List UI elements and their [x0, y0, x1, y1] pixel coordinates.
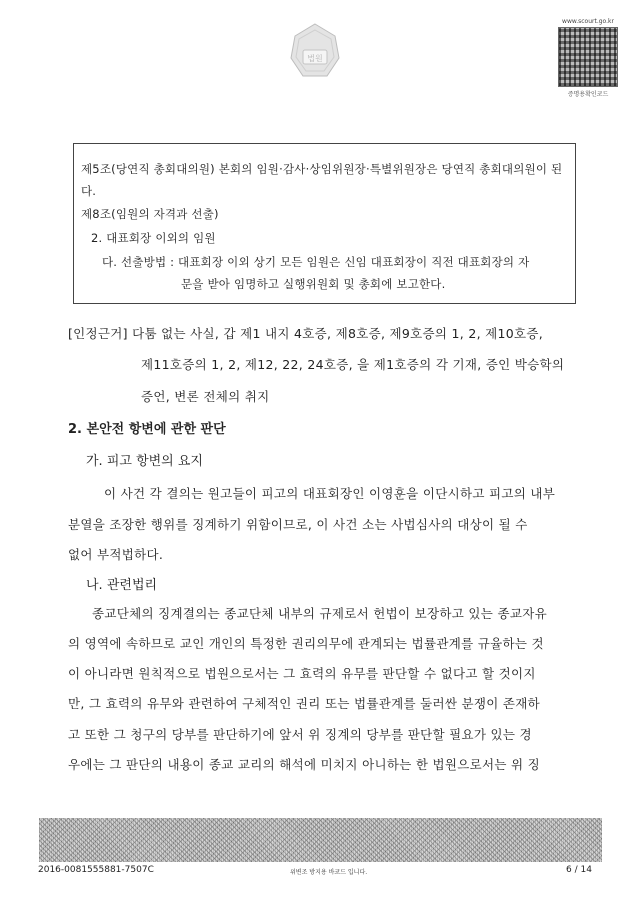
box-line: 다. [81, 184, 97, 198]
paragraph-line: 만, 그 효력의 유무와 관련하여 구체적인 권리 또는 법률관계를 둘러싼 분쟁이 존재하 [68, 696, 541, 711]
emblem-label: 법원 [307, 54, 323, 63]
subsection-heading: 가. 피고 항변의 요지 [86, 454, 203, 469]
paragraph-line: 종교단체의 징계결의는 종교단체 내부의 규제로서 헌법이 보장하고 있는 종교자유 [92, 606, 547, 621]
quoted-statute-box [73, 143, 576, 304]
court-emblem-icon [285, 22, 345, 84]
box-line: 제8조(임원의 자격과 선출) [81, 207, 219, 221]
box-line: 다. 선출방법 : 대표회장 이외 상기 모든 임원은 신임 대표회장이 직전 대표회장의 자 [102, 255, 530, 269]
paragraph-line: 이 사건 각 결의는 원고들이 피고의 대표회장인 이영훈을 이단시하고 피고의 내부 [104, 486, 556, 501]
paragraph-line: 우에는 그 판단의 내용이 종교 교리의 해석에 미치지 아니하는 한 법원으로서는 위 징 [68, 757, 541, 772]
page-number: 6 / 14 [566, 865, 592, 875]
paragraph-line: 없어 부적법하다. [68, 547, 164, 562]
verification-qr-block [555, 18, 621, 98]
box-line: 2. 대표회장 이외의 임원 [91, 231, 216, 245]
paragraph-line: 고 또한 그 청구의 당부를 판단하기에 앞서 위 징계의 당부를 판단할 필요가 있는 경 [68, 727, 532, 742]
anti-forgery-barcode [39, 818, 602, 862]
document-id: 2016-0081555881-7507C [38, 865, 154, 875]
court-url: www.scourt.go.kr [562, 18, 614, 25]
qr-code-icon [558, 27, 618, 87]
box-line: 문을 받아 임명하고 실행위원회 및 총회에 보고한다. [181, 277, 446, 291]
box-line: 제5조(당연직 총회대의원) 본회의 임원·감사·상임위원장·특별위원장은 당연직 총회대의원이 된 [81, 162, 563, 176]
section-heading: 2. 본안전 항변에 관한 판단 [68, 422, 226, 437]
barcode-note: 위변조 방지용 바코드 입니다. [290, 869, 368, 876]
basis-line: [인정근거] 다툼 없는 사실, 갑 제1 내지 4호증, 제8호증, 제9호증의 1, 2, 제10호증, [68, 326, 544, 341]
qr-caption: 증명용확인코드 [567, 91, 609, 98]
basis-line: 제11호증의 1, 2, 제12, 22, 24호증, 을 제1호증의 각 기재, 증인 박승학의 [141, 357, 565, 372]
paragraph-line: 의 영역에 속하므로 교인 개인의 특정한 권리의무에 관계되는 법률관계를 규율하는 것 [68, 636, 544, 651]
basis-line: 증언, 변론 전체의 취지 [141, 389, 270, 404]
paragraph-line: 이 아니라면 원칙적으로 법원으로서는 그 효력의 유무를 판단할 수 없다고 할 것이지 [68, 666, 536, 681]
paragraph-line: 분열을 조장한 행위를 징계하기 위함이므로, 이 사건 소는 사법심사의 대상이 될 수 [68, 517, 528, 532]
subsection-heading: 나. 관련법리 [86, 578, 158, 593]
